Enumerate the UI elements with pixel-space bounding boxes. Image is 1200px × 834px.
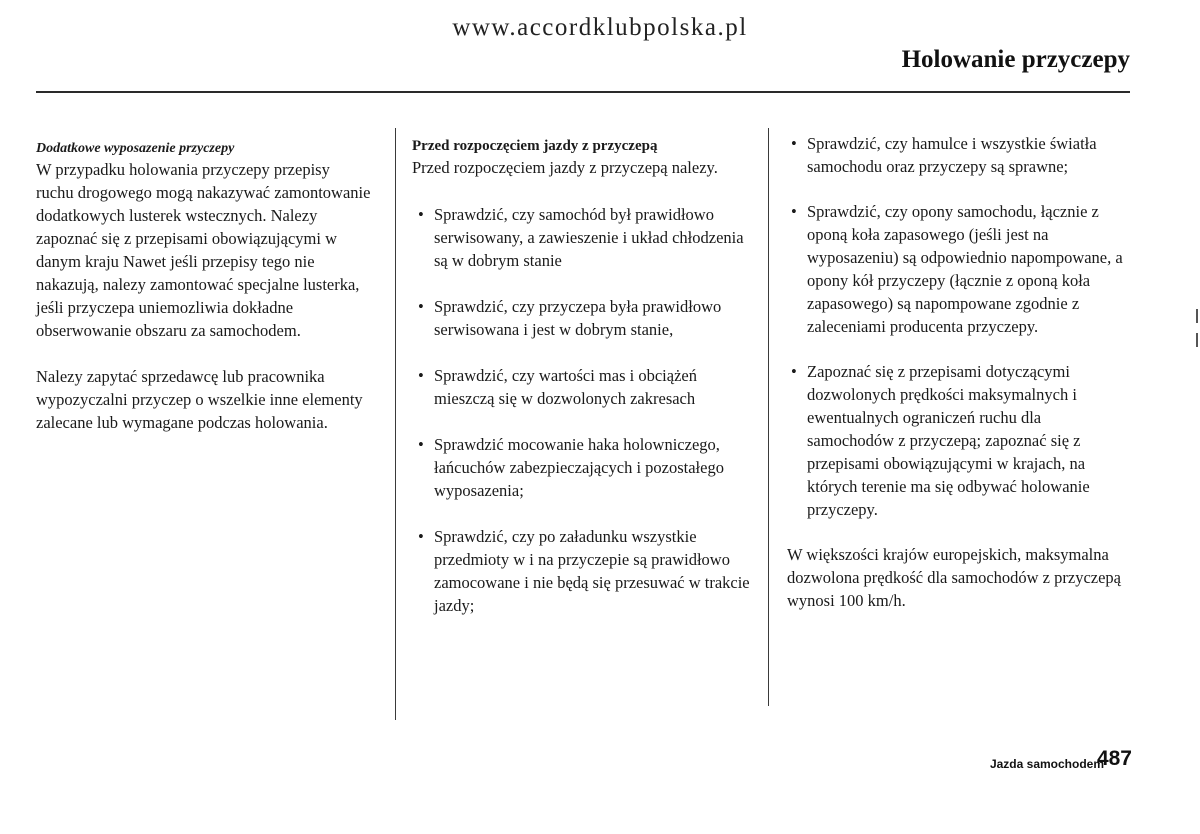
subheading-before-driving: Przed rozpoczęciem jazdy z przyczepą xyxy=(412,138,658,154)
list-item xyxy=(787,132,1132,178)
intro-before-driving: Przed rozpoczęciem jazdy z przyczepą nalezy. xyxy=(412,158,718,177)
page-section-title: Holowanie przyczepy xyxy=(901,46,1130,73)
paragraph-speed-limit: W większości krajów europejskich, maksymalna dozwolona prędkość dla samochodów z przyczepą wynosi 100 km/h. xyxy=(787,545,1121,610)
checklist-continued xyxy=(787,132,1132,521)
list-item-text: Sprawdzić, czy po załadunku wszystkie przedmioty w i na przyczepie są prawidłowo zamocowane i nie będą się przesuwać w trakcie jazdy; xyxy=(434,527,750,615)
list-item xyxy=(412,364,760,410)
bullet-icon: • xyxy=(418,366,424,385)
paragraph-mirrors: W przypadku holowania przyczepy przepisy ruchu drogowego mogą nakazywać zamontowanie dodatkowych lusterek wstecznych. Nalezy zapoznać się z przepisami obowiązującymi w danym kraju Nawet jeśli przepisy tego nie nakazują, nalezy zamontować specjalne lusterka, jeśli przyczepa uniemozliwia dokładne obserwowanie obszaru za samochodem. xyxy=(36,160,371,340)
bullet-icon: • xyxy=(791,202,797,221)
list-item xyxy=(412,525,760,617)
list-item xyxy=(412,295,760,341)
chapter-label: Jazda samochodem xyxy=(989,757,1104,771)
column-1 xyxy=(36,140,371,434)
thumb-index-mark xyxy=(1196,333,1198,347)
list-item-text: Sprawdzić mocowanie haka holowniczego, łańcuchów zabezpieczających i pozostałego wyposazenia; xyxy=(434,435,724,500)
watermark-url: www.accordklubpolska.pl xyxy=(452,14,748,41)
list-item-text: Sprawdzić, czy samochód był prawidłowo serwisowany, a zawieszenie i układ chłodzenia są w dobrym stanie xyxy=(434,205,744,270)
bullet-icon: • xyxy=(418,297,424,316)
bullet-icon: • xyxy=(791,362,797,381)
subheading-additional-equipment: Dodatkowe wyposazenie przyczepy xyxy=(36,141,235,156)
column-3 xyxy=(787,132,1132,612)
list-item xyxy=(787,200,1132,338)
column-divider-left xyxy=(395,128,396,720)
bullet-icon: • xyxy=(418,205,424,224)
list-item xyxy=(412,433,760,502)
list-item-text: Zapoznać się z przepisami dotyczącymi dozwolonych prędkości maksymalnych i ewentualnych ograniczeń ruchu dla samochodów z przyczepą; zapoznać się z przepisami obowiązującymi w krajach, na których terenie ma się odbywać holowanie przyczepy. xyxy=(807,362,1090,519)
bullet-icon: • xyxy=(418,435,424,454)
paragraph-ask-dealer: Nalezy zapytać sprzedawcę lub pracownika wypozyczalni przyczep o wszelkie inne elementy zalecane lub wymagane podczas holowania. xyxy=(36,367,363,432)
bullet-icon: • xyxy=(791,134,797,153)
list-item-text: Sprawdzić, czy przyczepa była prawidłowo serwisowana i jest w dobrym stanie, xyxy=(434,297,722,339)
list-item-text: Sprawdzić, czy wartości mas i obciążeń mieszczą się w dozwolonych zakresach xyxy=(434,366,697,408)
column-2 xyxy=(412,136,760,617)
thumb-index-mark xyxy=(1196,309,1198,323)
list-item xyxy=(412,203,760,272)
list-item xyxy=(787,360,1132,521)
header-rule xyxy=(36,91,1130,93)
column-divider-right xyxy=(768,128,769,706)
list-item-text: Sprawdzić, czy opony samochodu, łącznie z oponą koła zapasowego (jeśli jest na wyposazeniu) są odpowiednio napompowane, a opony kół przyczepy (łącznie z oponą koła zapasowego) są napompowane zgodnie z zaleceniami producenta przyczepy. xyxy=(807,202,1123,336)
list-item-text: Sprawdzić, czy hamulce i wszystkie światła samochodu oraz przyczepy są sprawne; xyxy=(807,134,1097,176)
page-number: 487 xyxy=(1096,747,1132,770)
bullet-icon: • xyxy=(418,527,424,546)
checklist-before-driving xyxy=(412,203,760,617)
